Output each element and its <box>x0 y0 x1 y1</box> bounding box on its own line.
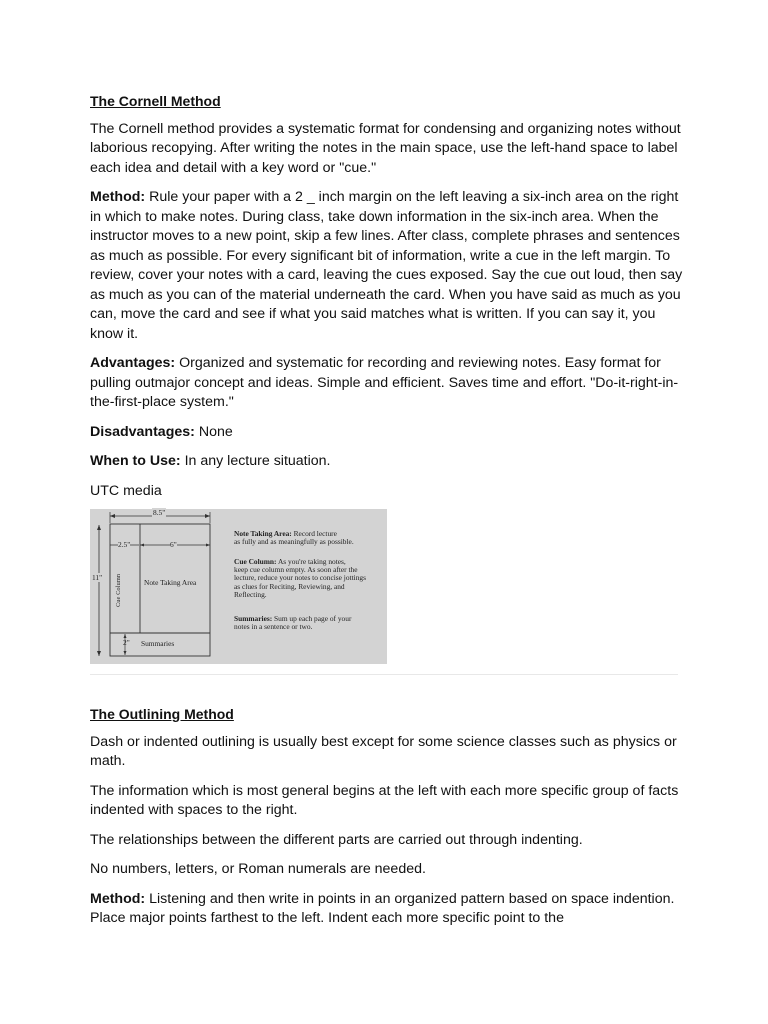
disadvantages-text: None <box>194 423 233 440</box>
disadvantages-label: Disadvantages: <box>90 423 195 440</box>
cue-column-label: Cue Column <box>115 573 123 608</box>
cornell-when-paragraph <box>90 452 690 472</box>
when-to-use-label: When to Use: <box>90 453 181 469</box>
summaries-description: Summaries: Sum up each page of your notes in a sentence or two. <box>234 614 352 632</box>
outlining-paragraph-4: No numbers, letters, or Roman numerals are needed. <box>90 861 426 877</box>
document-page <box>90 92 690 939</box>
six-inch-label: 6" <box>170 540 177 549</box>
note-area-label: Note Taking Area <box>144 578 197 587</box>
outlining-method-text: Listening and then write in points in an organized pattern based on space indention. Place major points farthest to the left. Indent each more specific point to the <box>90 890 675 926</box>
advantages-text: Organized and systematic for recording and reviewing notes. Easy format for pulling outmajor concept and ideas. Simple and efficient. Saves time and effort. "Do-it-right-in-the-first-place system." <box>90 355 679 410</box>
method-text: Rule your paper with a 2 _ inch margin on the left leaving a six-inch area on the right in which to make notes. During class, take down information in the six-inch area. When the instructor moves to a new point, skip a few lines. After class, complete phrases and sentences as much as possible. For every significant bit of information, write a cue in the left margin. To review, cover your notes with a card, leaving the cues exposed. Say the cue out loud, then say as much as you can of the material underneath the card. When you have said as much as you can, move the card and see if what you said matches what is written. If you can say it, you know it. <box>90 189 683 342</box>
outlining-paragraph-3: The relationships between the different parts are carried out through indenting. <box>90 831 583 848</box>
credit-text: UTC media <box>90 482 162 499</box>
section-divider <box>90 674 678 675</box>
cue-column-description: Cue Column: As you're taking notes, keep cue column empty. As soon after the lecture, reduce your notes to concise jottings as clues for Reciting, Reviewing, and Reflecting. <box>234 557 366 599</box>
cornell-intro-paragraph: The Cornell method provides a systematic format for condensing and organizing notes without laborious recopying. After writing the notes in the main space, use the left-hand space to label each idea and detail with a key word or "cue." <box>90 120 681 176</box>
note-area-description: Note Taking Area: Record lecture as fully and as meaningfully as possible. <box>234 529 354 547</box>
outlining-method-label: Method: <box>90 890 146 907</box>
width-label: 8.5" <box>153 508 166 517</box>
cornell-advantages-paragraph <box>90 354 690 413</box>
outlining-method-paragraph <box>90 890 690 929</box>
bottom-label: 2" <box>123 638 130 647</box>
cornell-method-heading: The Cornell Method <box>90 93 221 109</box>
when-to-use-text: In any lecture situation. <box>180 453 331 469</box>
cornell-method-paragraph <box>90 188 690 344</box>
outlining-method-heading: The Outlining Method <box>90 706 234 722</box>
cornell-layout-diagram <box>90 509 387 664</box>
outlining-paragraph-1: Dash or indented outlining is usually best except for some science classes such as physics or math. <box>90 733 677 769</box>
outlining-paragraph-2: The information which is most general begins at the left with each more specific group of facts indented with spaces to the right. <box>90 782 679 818</box>
summaries-label: Summaries <box>141 639 175 648</box>
method-label: Method: <box>90 189 146 205</box>
advantages-label: Advantages: <box>90 355 176 371</box>
cornell-disadvantages-paragraph <box>90 423 690 443</box>
height-label: 11" <box>92 573 103 582</box>
margin-label: 2.5" <box>118 540 131 549</box>
